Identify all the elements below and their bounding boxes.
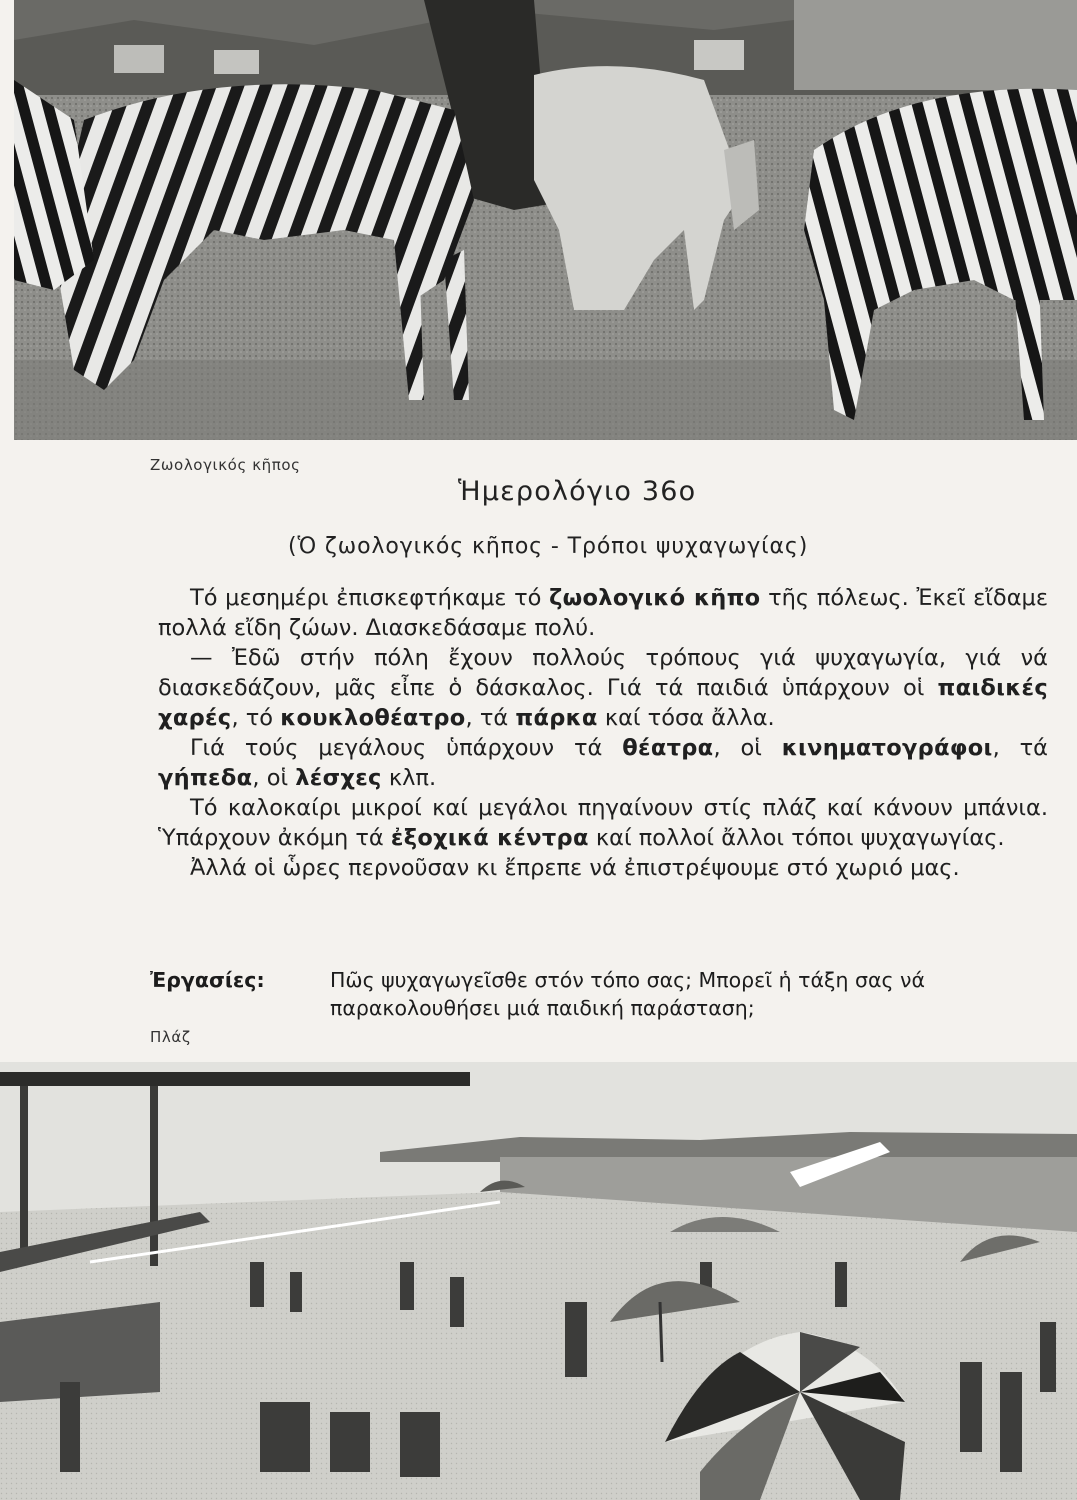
tasks-text: Πῶς ψυχαγωγεῖσθε στόν τόπο σας; Μπορεῖ ἡ τάξη σας νά παρακολουθήσει μιά παιδική παράσταση; — [330, 968, 925, 1020]
beach-photo — [0, 1062, 1077, 1500]
zoo-photo — [14, 0, 1077, 440]
diary-text — [158, 583, 1048, 883]
paragraph-1: Τό μεσημέρι ἐπισκεφτήκαμε τό ζωολογικό κῆπο τῆς πόλεως. Ἐκεῖ εἴδαμε πολλά εἴδη ζώων. Διασκεδάσαμε πολύ. — [158, 585, 1048, 641]
beach-photo-caption: Πλάζ — [150, 1028, 191, 1046]
paragraph-3: Γιά τούς μεγάλους ὑπάρχουν τά θέατρα, οἱ κινηματογράφοι, τά γήπεδα, οἱ λέσχες κλπ. — [158, 735, 1048, 791]
paragraph-5: Ἀλλά οἱ ὧρες περνοῦσαν κι ἔπρεπε νά ἐπιστρέψουμε στό χωριό μας. — [190, 855, 960, 881]
page-title: Ἡμερολόγιο 36ο — [458, 476, 697, 507]
tasks-section — [150, 966, 1040, 1022]
zoo-photo-caption: Ζωολογικός κῆπος — [150, 456, 301, 474]
tasks-label: Ἐργασίες: — [150, 968, 265, 992]
paragraph-2: — Ἐδῶ στήν πόλη ἔχουν πολλούς τρόπους γιά ψυχαγωγία, γιά νά διασκεδάζουν, μᾶς εἶπε ὁ δάσκαλος. Γιά τά παιδιά ὑπάρχουν οἱ παιδικές χαρές, τό κουκλοθέατρο, τά πάρκα καί τόσα ἄλλα. — [158, 645, 1048, 731]
paragraph-4: Τό καλοκαίρι μικροί καί μεγάλοι πηγαίνουν στίς πλάζ καί κάνουν μπάνια. Ὑπάρχουν ἀκόμη τά ἐξοχικά κέντρα καί πολλοί ἄλλοι τόποι ψυχαγωγίας. — [158, 795, 1048, 851]
page-subtitle: (Ὁ ζωολογικός κῆπος - Τρόποι ψυχαγωγίας) — [288, 534, 809, 559]
